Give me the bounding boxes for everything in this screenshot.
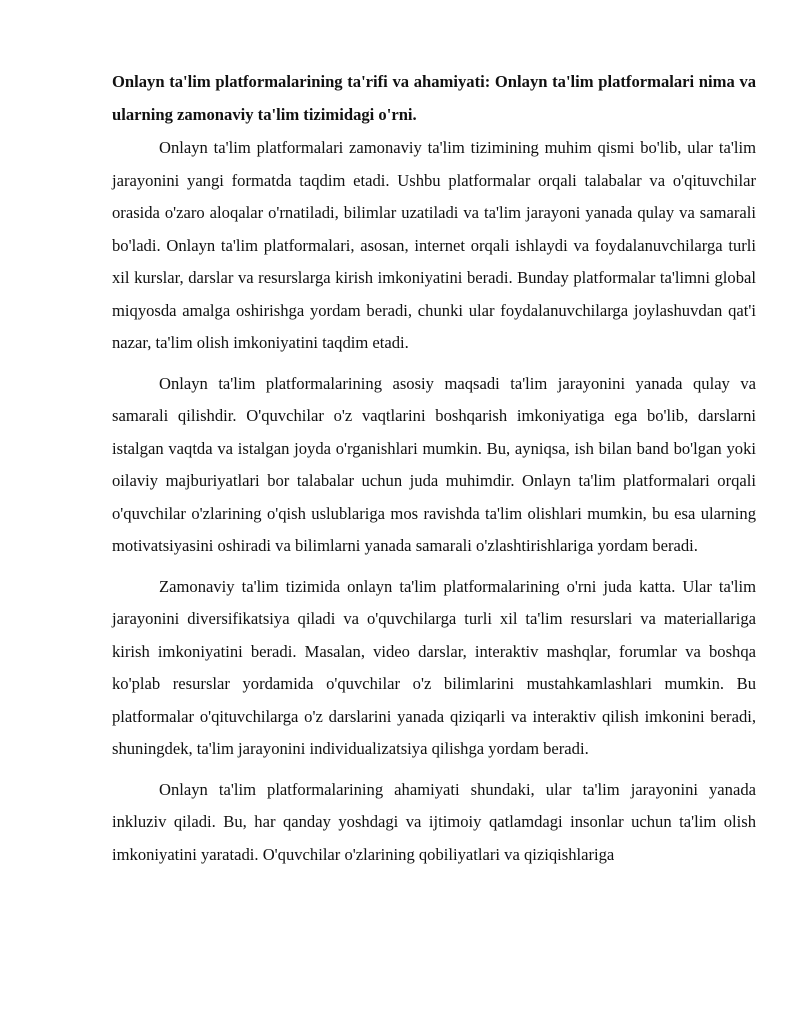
paragraph-3: Zamonaviy ta'lim tizimida onlayn ta'lim platformalarining o'rni juda katta. Ular ta'lim jarayonini diversifikatsiya qiladi va o'quvchilarga turli xil ta'lim resurslari va materiallariga kirish imkoniyatini beradi. Masalan, video darslar, interaktiv mashqlar, forumlar va boshqa ko'plab resurslar yordamida o'quvchilar o'z bilimlarini mustahkamlashlari mumkin. Bu platformalar o'qituvchilarga o'z darslarini yanada qiziqarli va interaktiv qilish imkonini beradi, shuningdek, ta'lim jarayonini individualizatsiya qilishga yordam beradi.: [112, 576, 756, 758]
section-heading: Onlayn ta'lim platformalarining ta'rifi va ahamiyati: Onlayn ta'lim platformalari nima va ularning zamonaviy ta'lim tizimidagi o'rni.: [112, 72, 756, 124]
document-page: [112, 66, 756, 879]
paragraph-4: Onlayn ta'lim platformalarining ahamiyati shundaki, ular ta'lim jarayonini yanada inkluziv qiladi. Bu, har qanday yoshdagi va ijtimoiy qatlamdagi insonlar uchun ta'lim olish imkoniyatini yaratadi. O'quvchilar o'zlarining qobiliyatlari va qiziqishlariga: [112, 779, 756, 864]
paragraph-2: Onlayn ta'lim platformalarining asosiy maqsadi ta'lim jarayonini yanada qulay va samarali qilishdir. O'quvchilar o'z vaqtlarini boshqarish imkoniyatiga ega bo'lib, darslarni istalgan vaqtda va istalgan joyda o'rganishlari mumkin. Bu, ayniqsa, ish bilan band bo'lgan yoki oilaviy majburiyatlari bor talabalar uchun juda muhimdir. Onlayn ta'lim platformalari orqali o'quvchilar o'zlarining o'qish uslublariga mos ravishda ta'lim olishlari mumkin, bu esa ularning motivatsiyasini oshiradi va bilimlarni yanada samarali o'zlashtirishlariga yordam beradi.: [112, 373, 756, 555]
paragraph-1: Onlayn ta'lim platformalari zamonaviy ta'lim tizimining muhim qismi bo'lib, ular ta'lim jarayonini yangi formatda taqdim etadi. Ushbu platformalar orqali talabalar va o'qituvchilar orasida o'zaro aloqalar o'rnatiladi, bilimlar uzatiladi va ta'lim jarayoni yanada qulay va samarali bo'ladi. Onlayn ta'lim platformalari, asosan, internet orqali ishlaydi va foydalanuvchilarga turli xil kurslar, darslar va resurslarga kirish imkoniyatini beradi. Bunday platformalar ta'limni global miqyosda amalga oshirishga yordam beradi, chunki ular foydalanuvchilarga joylashuvdan qat'i nazar, ta'lim olish imkoniyatini taqdim etadi.: [112, 138, 756, 352]
